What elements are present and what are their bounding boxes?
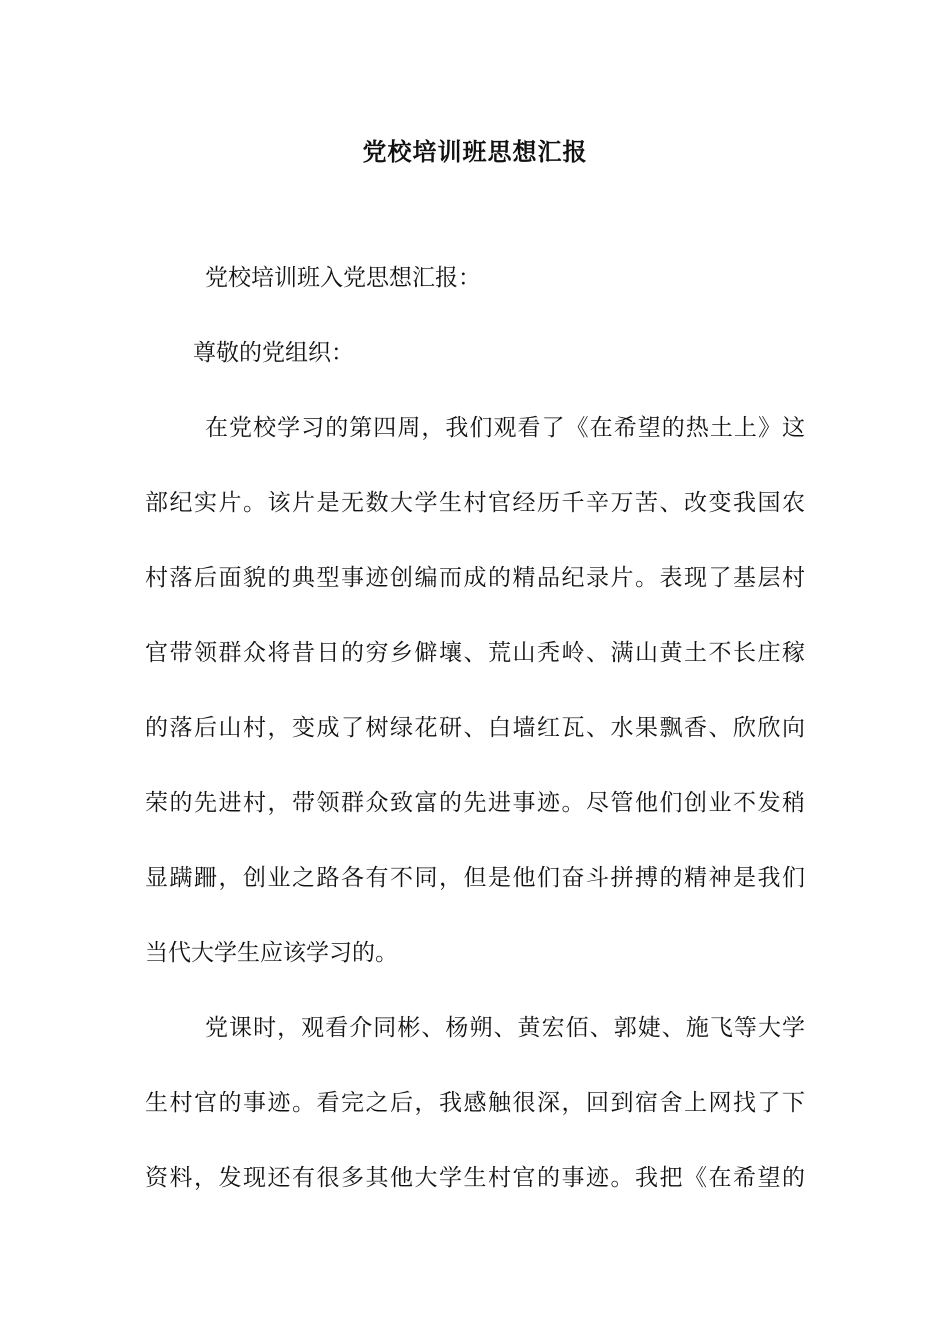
text-line: 资料，发现还有很多其他大学生村官的事迹。我把《在希望的 <box>145 1165 805 1191</box>
text-line: 生村官的事迹。看完之后，我感触很深，回到宿舍上网找了下 <box>145 1090 805 1116</box>
text-line: 显蹒跚，创业之路各有不同，但是他们奋斗拼搏的精神是我们 <box>145 865 805 891</box>
text-line: 在党校学习的第四周，我们观看了《在希望的热土上》这 <box>205 415 805 441</box>
text-line: 当代大学生应该学习的。 <box>145 940 398 966</box>
text-line: 党课时，观看介同彬、杨朔、黄宏佰、郭婕、施飞等大学 <box>205 1015 805 1041</box>
text-line: 村落后面貌的典型事迹创编而成的精品纪录片。表现了基层村 <box>145 565 805 591</box>
text-line: 官带领群众将昔日的穷乡僻壤、荒山秃岭、满山黄土不长庄稼 <box>145 640 805 666</box>
text-line: 尊敬的党组织： <box>193 340 354 366</box>
text-line: 党校培训班入党思想汇报： <box>205 265 481 291</box>
text-line: 部纪实片。该片是无数大学生村官经历千辛万苦、改变我国农 <box>145 490 805 516</box>
document-title: 党校培训班思想汇报 <box>362 137 588 166</box>
text-line: 荣的先进村，带领群众致富的先进事迹。尽管他们创业不发稍 <box>145 790 805 816</box>
text-line: 的落后山村，变成了树绿花研、白墙红瓦、水果飘香、欣欣向 <box>145 715 805 741</box>
